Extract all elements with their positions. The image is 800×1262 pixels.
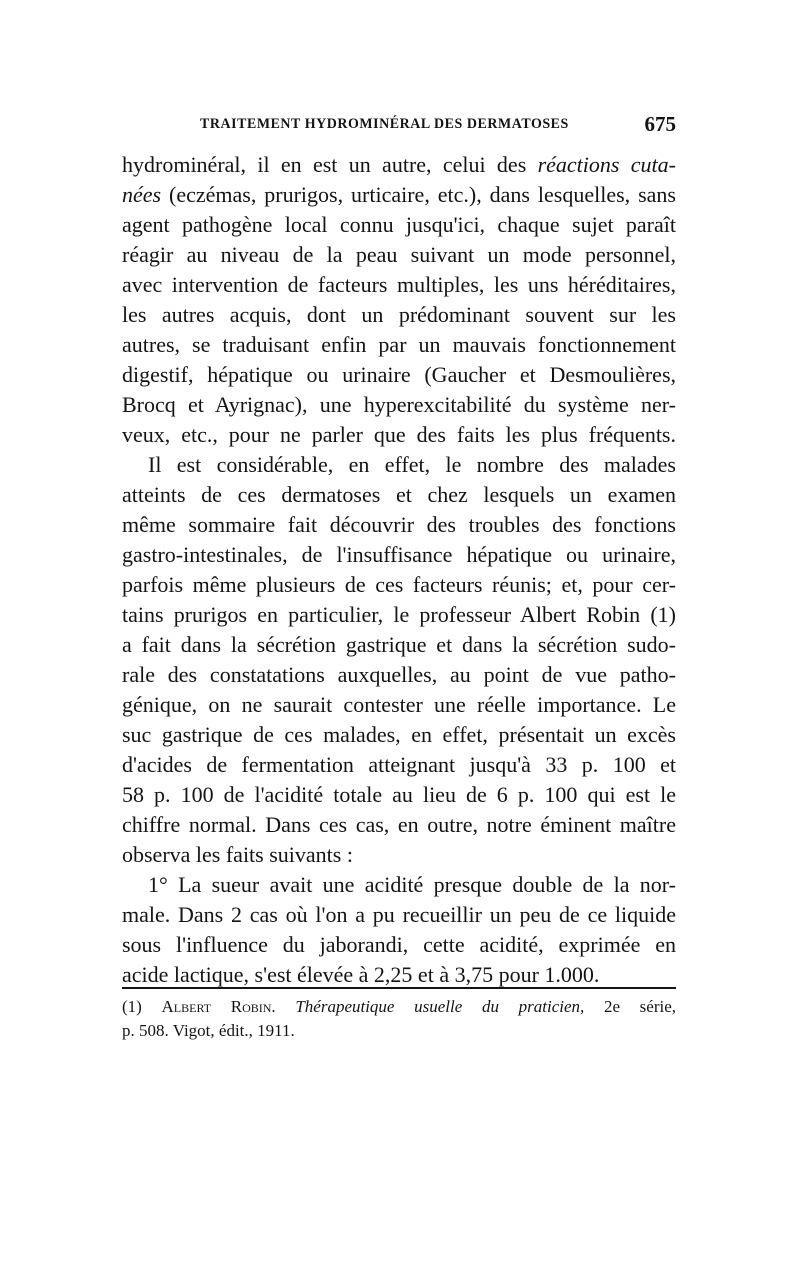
text-line: les autres acquis, dont un prédominant souvent sur les — [122, 302, 676, 327]
page-number: 675 — [644, 112, 676, 136]
text-line: atteints de ces dermatoses et chez lesquels un examen — [122, 482, 676, 507]
text-line: même sommaire fait découvrir des troubles des fonctions — [122, 512, 676, 537]
text-line: veux, etc., pour ne parler que des faits les plus fréquents. — [122, 422, 676, 447]
text-line: réagir au niveau de la peau suivant un mode personnel, — [122, 242, 676, 267]
footnote-line: p. 508. Vigot, édit., 1911. — [122, 1021, 295, 1040]
footnote-title: Thérapeutique usuelle du praticien, — [295, 997, 585, 1016]
footnote-marker: (1) — [122, 997, 142, 1016]
text-line: gastro-intestinales, de l'insuffisance hépatique ou urinaire, — [122, 542, 676, 567]
footnote-line: (1) Albert Robin. Thérapeutique usuelle du praticien, 2e série, — [122, 997, 677, 1016]
text-line: male. Dans 2 cas où l'on a pu recueillir un peu de ce liquide — [122, 902, 676, 927]
text-line: agent pathogène local connu jusqu'ici, chaque sujet paraît — [122, 212, 676, 237]
footnote-author: Albert Robin. — [161, 997, 276, 1016]
running-title: TRAITEMENT HYDROMINÉRAL DES DERMATOSES — [200, 116, 569, 132]
text-line: d'acides de fermentation atteignant jusqu'à 33 p. 100 et — [122, 752, 676, 777]
text-line: autres, se traduisant enfin par un mauvais fonctionnement — [122, 332, 676, 357]
footnote-rule — [122, 987, 676, 989]
text-line: parfois même plusieurs de ces facteurs réunis; et, pour cer- — [122, 572, 676, 597]
text-line: sous l'influence du jaborandi, cette acidité, exprimée en — [122, 932, 676, 957]
text-line: acide lactique, s'est élevée à 2,25 et à 3,75 pour 1.000. — [122, 962, 600, 987]
text-line: Brocq et Ayrignac), une hyperexcitabilité du système ner- — [122, 392, 676, 417]
running-head — [200, 112, 676, 140]
text-line: 1° La sueur avait une acidité presque double de la nor- — [148, 872, 676, 897]
text-line: 58 p. 100 de l'acidité totale au lieu de 6 p. 100 qui est le — [122, 782, 676, 807]
text-line: rale des constatations auxquelles, au point de vue patho- — [122, 662, 676, 687]
text-line: nées (eczémas, prurigos, urticaire, etc.), dans lesquelles, sans — [122, 182, 676, 207]
text-line: génique, on ne saurait contester une réelle importance. Le — [122, 692, 676, 717]
text-line: avec intervention de facteurs multiples, les uns héréditaires, — [122, 272, 676, 297]
text-line: a fait dans la sécrétion gastrique et dans la sécrétion sudo- — [122, 632, 676, 657]
text-line: Il est considérable, en effet, le nombre des malades — [148, 452, 676, 477]
text-line: chiffre normal. Dans ces cas, en outre, notre éminent maître — [122, 812, 676, 837]
text-line: digestif, hépatique ou urinaire (Gaucher et Desmoulières, — [122, 362, 676, 387]
text-line: tains prurigos en particulier, le professeur Albert Robin (1) — [122, 602, 676, 627]
text-line: suc gastrique de ces malades, en effet, présentait un excès — [122, 722, 676, 747]
text-line: observa les faits suivants : — [122, 842, 353, 867]
text-line: hydrominéral, il en est un autre, celui des réactions cuta- — [122, 152, 676, 177]
